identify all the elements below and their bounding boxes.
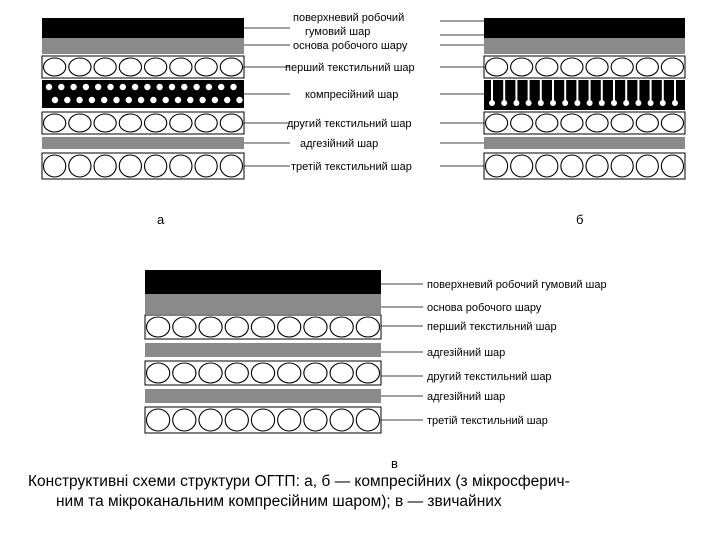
fiber-ellipse bbox=[330, 409, 353, 431]
layer-adhesive-1 bbox=[145, 343, 381, 357]
fiber-ellipse bbox=[145, 155, 167, 177]
fiber-ellipse bbox=[611, 58, 633, 76]
layer-compression-microchannels bbox=[484, 80, 685, 110]
microchannel-end bbox=[513, 100, 519, 106]
layer-surface-rubber bbox=[42, 18, 244, 38]
label-c-adhesive-1: адгезійний шар bbox=[427, 347, 506, 359]
microsphere bbox=[83, 84, 89, 90]
fiber-ellipse bbox=[636, 155, 658, 177]
fiber-ellipse bbox=[173, 363, 196, 383]
fiber-ellipse bbox=[94, 58, 116, 76]
microsphere bbox=[132, 84, 138, 90]
fiber-ellipse bbox=[304, 409, 327, 431]
fiber-ellipse bbox=[44, 155, 66, 177]
panel-c-labels bbox=[427, 279, 607, 427]
fiber-ellipse bbox=[69, 114, 91, 132]
microsphere bbox=[46, 84, 52, 90]
layer-compression-microspheres bbox=[42, 80, 244, 108]
fiber-ellipse bbox=[330, 317, 353, 337]
fiber-ellipse bbox=[511, 155, 533, 177]
microchannel-end bbox=[599, 100, 605, 106]
panel-c-leaders bbox=[381, 284, 423, 420]
fiber-ellipse bbox=[69, 155, 91, 177]
fiber-ellipse bbox=[278, 409, 301, 431]
fiber-ellipse bbox=[251, 317, 274, 337]
microsphere bbox=[64, 97, 70, 103]
fiber-ellipse bbox=[586, 58, 608, 76]
panel-letter-b: б bbox=[576, 212, 584, 227]
microchannel-end bbox=[587, 100, 593, 106]
fiber-ellipse bbox=[220, 58, 242, 76]
fiber-ellipse bbox=[225, 317, 248, 337]
layer-first-textile bbox=[145, 315, 381, 339]
fiber-ellipse bbox=[511, 58, 533, 76]
label-c-second-textile: другий текстильний шар bbox=[427, 371, 552, 383]
microchannel-end bbox=[526, 100, 532, 106]
microsphere bbox=[181, 84, 187, 90]
layer-adhesive bbox=[484, 137, 685, 149]
layer-working-base bbox=[145, 294, 381, 314]
fiber-ellipse bbox=[145, 58, 167, 76]
microsphere bbox=[58, 84, 64, 90]
layer-surface-rubber bbox=[145, 270, 381, 294]
fiber-ellipse bbox=[561, 114, 583, 132]
microsphere bbox=[126, 97, 132, 103]
layer-working-base bbox=[42, 38, 244, 54]
fiber-ellipse bbox=[199, 317, 222, 337]
fiber-ellipse bbox=[636, 58, 658, 76]
fiber-ellipse bbox=[69, 58, 91, 76]
fiber-ellipse bbox=[486, 58, 508, 76]
microsphere bbox=[95, 84, 101, 90]
fiber-ellipse bbox=[304, 363, 327, 383]
microsphere bbox=[169, 84, 175, 90]
microchannel-end bbox=[648, 100, 654, 106]
fiber-ellipse bbox=[147, 363, 170, 383]
microsphere bbox=[212, 97, 218, 103]
label-adhesive: адгезійний шар bbox=[300, 138, 379, 150]
fiber-ellipse bbox=[199, 409, 222, 431]
microsphere bbox=[218, 84, 224, 90]
microsphere bbox=[76, 97, 82, 103]
label-third-textile: третій текстильний шар bbox=[291, 161, 412, 173]
microsphere bbox=[224, 97, 230, 103]
fiber-ellipse bbox=[147, 409, 170, 431]
fiber-ellipse bbox=[94, 155, 116, 177]
label-surface-working: поверхневий робочий bbox=[293, 12, 405, 24]
microsphere bbox=[107, 84, 113, 90]
microchannel-end bbox=[635, 100, 641, 106]
layer-third-textile bbox=[145, 407, 381, 433]
microsphere bbox=[138, 97, 144, 103]
fiber-ellipse bbox=[119, 155, 141, 177]
label-compression: компресійний шар bbox=[305, 89, 399, 101]
fiber-ellipse bbox=[145, 114, 167, 132]
fiber-ellipse bbox=[586, 114, 608, 132]
fiber-ellipse bbox=[356, 363, 379, 383]
microchannel-end bbox=[611, 100, 617, 106]
panel-a-cross-section bbox=[42, 18, 290, 179]
label-rubber-layer: гумовий шар bbox=[305, 26, 371, 38]
caption-line-2: ним та мікроканальним компресійним шаром); в — звичайних bbox=[56, 493, 502, 510]
label-c-third-textile: третій текстильний шар bbox=[427, 415, 548, 427]
fiber-ellipse bbox=[561, 155, 583, 177]
microchannel-end bbox=[574, 100, 580, 106]
fiber-ellipse bbox=[330, 363, 353, 383]
fiber-ellipse bbox=[170, 114, 192, 132]
microsphere bbox=[120, 84, 126, 90]
fiber-ellipse bbox=[173, 317, 196, 337]
layer-first-textile bbox=[42, 56, 244, 78]
microsphere bbox=[230, 84, 236, 90]
panel-b-cross-section bbox=[440, 18, 685, 179]
fiber-ellipse bbox=[94, 114, 116, 132]
fiber-ellipse bbox=[44, 58, 66, 76]
label-c-adhesive-2: адгезійний шар bbox=[427, 391, 506, 403]
caption-line-1: Конструктивні схеми структури ОГТП: а, б — компресійних (з мікросферич- bbox=[28, 473, 570, 490]
layer-third-textile bbox=[484, 153, 685, 179]
microsphere bbox=[101, 97, 107, 103]
label-first-textile: перший текстильний шар bbox=[285, 62, 415, 74]
microchannel-end bbox=[489, 100, 495, 106]
label-c-surface: поверхневий робочий гумовий шар bbox=[427, 279, 607, 291]
microsphere bbox=[163, 97, 169, 103]
fiber-ellipse bbox=[220, 114, 242, 132]
compression-bg bbox=[484, 80, 685, 110]
microsphere bbox=[144, 84, 150, 90]
panel-a-leaders bbox=[244, 28, 290, 166]
fiber-ellipse bbox=[225, 363, 248, 383]
fiber-ellipse bbox=[611, 155, 633, 177]
fiber-ellipse bbox=[561, 58, 583, 76]
fiber-ellipse bbox=[195, 114, 217, 132]
fiber-ellipse bbox=[251, 409, 274, 431]
fiber-ellipse bbox=[356, 409, 379, 431]
label-working-base: основа робочого шару bbox=[293, 40, 408, 52]
microchannel-end bbox=[660, 100, 666, 106]
layer-second-textile bbox=[484, 112, 685, 134]
microsphere bbox=[150, 97, 156, 103]
layer-adhesive-2 bbox=[145, 389, 381, 403]
microchannel-end bbox=[562, 100, 568, 106]
microchannel-end bbox=[538, 100, 544, 106]
fiber-ellipse bbox=[304, 317, 327, 337]
fiber-ellipse bbox=[220, 155, 242, 177]
fiber-ellipse bbox=[251, 363, 274, 383]
fiber-ellipse bbox=[586, 155, 608, 177]
microsphere bbox=[89, 97, 95, 103]
microsphere bbox=[113, 97, 119, 103]
microchannel-end bbox=[550, 100, 556, 106]
microchannel-end bbox=[623, 100, 629, 106]
fiber-ellipse bbox=[486, 155, 508, 177]
fiber-ellipse bbox=[278, 317, 301, 337]
fiber-ellipse bbox=[195, 155, 217, 177]
layer-working-base bbox=[484, 38, 685, 54]
microsphere bbox=[52, 97, 58, 103]
fiber-ellipse bbox=[536, 58, 558, 76]
panel-letter-a: а bbox=[157, 212, 165, 227]
fiber-ellipse bbox=[536, 155, 558, 177]
panel-c-cross-section bbox=[145, 270, 423, 433]
microchannel-end bbox=[501, 100, 507, 106]
fiber-ellipse bbox=[119, 114, 141, 132]
layer-surface-rubber bbox=[484, 18, 685, 38]
fiber-ellipse bbox=[661, 155, 683, 177]
layer-first-textile bbox=[484, 56, 685, 78]
fiber-ellipse bbox=[170, 155, 192, 177]
fiber-ellipse bbox=[536, 114, 558, 132]
microsphere bbox=[187, 97, 193, 103]
fiber-ellipse bbox=[44, 114, 66, 132]
layer-adhesive bbox=[42, 137, 244, 149]
label-c-working-base: основа робочого шару bbox=[427, 302, 542, 314]
microsphere bbox=[199, 97, 205, 103]
figure-caption bbox=[28, 472, 708, 512]
fiber-ellipse bbox=[356, 317, 379, 337]
layer-third-textile bbox=[42, 153, 244, 179]
fiber-ellipse bbox=[119, 58, 141, 76]
fiber-ellipse bbox=[199, 363, 222, 383]
fiber-ellipse bbox=[225, 409, 248, 431]
fiber-ellipse bbox=[486, 114, 508, 132]
layer-second-textile bbox=[145, 361, 381, 385]
microchannel-end bbox=[672, 100, 678, 106]
panel-a-labels bbox=[285, 12, 415, 173]
fiber-ellipse bbox=[173, 409, 196, 431]
microsphere bbox=[206, 84, 212, 90]
panel-letter-c: в bbox=[391, 456, 398, 470]
microsphere bbox=[157, 84, 163, 90]
label-second-textile: другий текстильний шар bbox=[287, 118, 412, 130]
fiber-ellipse bbox=[278, 363, 301, 383]
microsphere bbox=[175, 97, 181, 103]
fiber-ellipse bbox=[147, 317, 170, 337]
microsphere bbox=[236, 97, 242, 103]
fiber-ellipse bbox=[661, 58, 683, 76]
label-c-first-textile: перший текстильний шар bbox=[427, 321, 557, 333]
microsphere bbox=[70, 84, 76, 90]
fiber-ellipse bbox=[170, 58, 192, 76]
fiber-ellipse bbox=[661, 114, 683, 132]
fiber-ellipse bbox=[511, 114, 533, 132]
panel-b-leaders bbox=[440, 21, 484, 166]
microsphere bbox=[193, 84, 199, 90]
fiber-ellipse bbox=[636, 114, 658, 132]
fiber-ellipse bbox=[195, 58, 217, 76]
fiber-ellipse bbox=[611, 114, 633, 132]
layer-second-textile bbox=[42, 112, 244, 134]
